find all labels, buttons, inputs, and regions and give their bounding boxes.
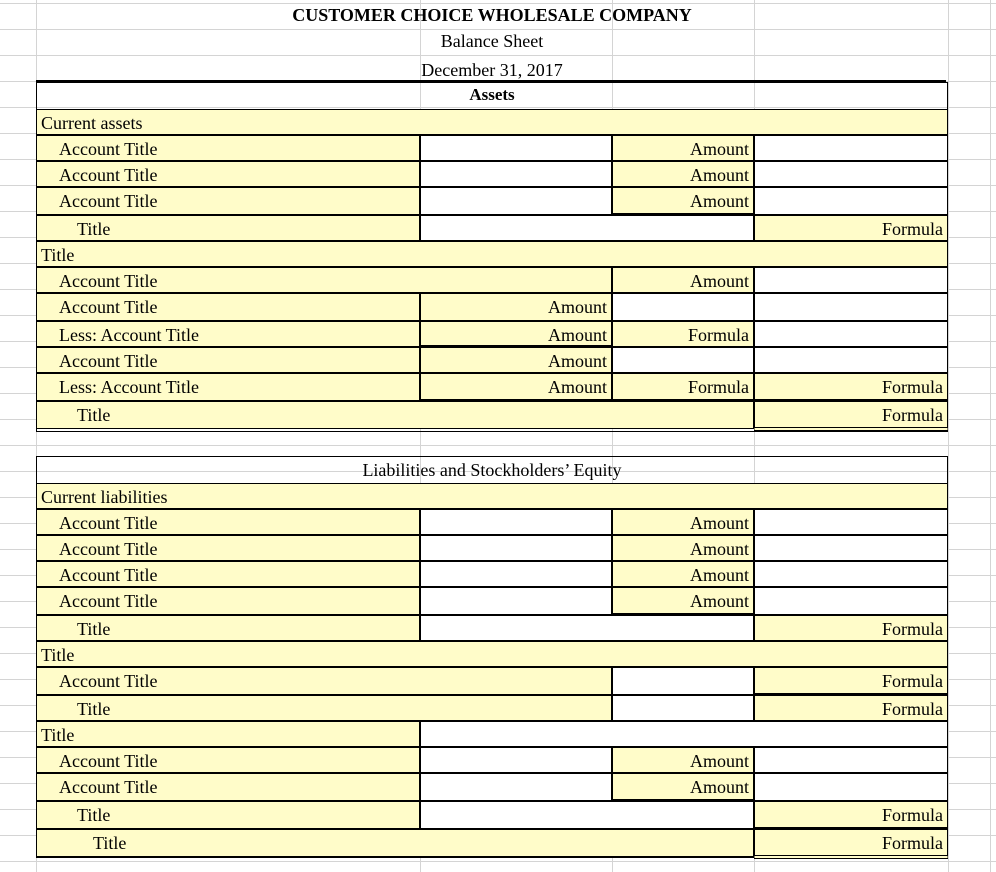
- grid-line-vertical: [948, 0, 949, 872]
- ca-col3-2[interactable]: [754, 161, 948, 187]
- asset-row-2-col2[interactable]: Formula: [612, 321, 754, 347]
- ca-total-value[interactable]: Formula: [754, 215, 948, 241]
- cl-col3-2[interactable]: [754, 535, 948, 561]
- total-assets-label[interactable]: Title: [36, 401, 754, 429]
- cl-col3-3[interactable]: [754, 561, 948, 587]
- asset-row-1-col1[interactable]: Amount: [420, 293, 612, 321]
- equity-col3-1[interactable]: [754, 747, 948, 773]
- asset-row-2-label[interactable]: Less: Account Title: [36, 321, 420, 347]
- ca-amount-2[interactable]: Amount: [612, 161, 754, 187]
- lt-item-value[interactable]: Formula: [754, 667, 948, 695]
- asset-row-2-col1[interactable]: Amount: [420, 321, 612, 347]
- asset-row-4-label[interactable]: Less: Account Title: [36, 373, 420, 401]
- cl-amount-1[interactable]: Amount: [612, 509, 754, 535]
- cl-col3-4[interactable]: [754, 587, 948, 615]
- ca-col1-2[interactable]: [420, 161, 612, 187]
- cl-col1-2[interactable]: [420, 535, 612, 561]
- equity-col3-2[interactable]: [754, 773, 948, 801]
- grid-line-horizontal: [0, 445, 996, 446]
- equity-col1-1[interactable]: [420, 747, 612, 773]
- total-liabilities-col2[interactable]: [612, 695, 754, 721]
- current-liabilities-label: Current liabilities: [36, 483, 948, 509]
- cl-account-title-2[interactable]: Account Title: [36, 535, 420, 561]
- ca-col1-3[interactable]: [420, 187, 612, 215]
- grid-line-horizontal: [0, 55, 996, 56]
- cl-total-blank[interactable]: [420, 615, 754, 641]
- asset-row-1-col3[interactable]: [754, 293, 948, 321]
- equity-amount-2[interactable]: Amount: [612, 773, 754, 801]
- grand-total-value[interactable]: Formula: [754, 829, 948, 859]
- asset-row-3-col1[interactable]: Amount: [420, 347, 612, 373]
- lt-col2[interactable]: [612, 667, 754, 695]
- assets-heading: Assets: [469, 85, 515, 104]
- equity-total-label[interactable]: Title: [36, 801, 420, 829]
- cl-amount-3[interactable]: Amount: [612, 561, 754, 587]
- asset-row-2-col3[interactable]: [754, 321, 948, 347]
- cl-col3-1[interactable]: [754, 509, 948, 535]
- cl-col1-4[interactable]: [420, 587, 612, 615]
- cl-col1-1[interactable]: [420, 509, 612, 535]
- land-amount[interactable]: Amount: [612, 267, 754, 293]
- ca-account-title-2[interactable]: Account Title: [36, 161, 420, 187]
- asset-row-3-label[interactable]: Account Title: [36, 347, 420, 373]
- equity-blank[interactable]: [420, 721, 948, 747]
- statement-date: December 31, 2017: [421, 60, 563, 80]
- cl-amount-4[interactable]: Amount: [612, 587, 754, 615]
- asset-row-4-col1[interactable]: Amount: [420, 373, 612, 401]
- ca-col1-1[interactable]: [420, 135, 612, 161]
- cl-account-title-3[interactable]: Account Title: [36, 561, 420, 587]
- ca-amount-3[interactable]: Amount: [612, 187, 754, 215]
- statement-title: Balance Sheet: [440, 31, 544, 51]
- equity-col1-2[interactable]: [420, 773, 612, 801]
- cl-account-title-4[interactable]: Account Title: [36, 587, 420, 615]
- cl-total-value[interactable]: Formula: [754, 615, 948, 641]
- total-liabilities-label[interactable]: Title: [36, 695, 612, 721]
- ca-account-title-3[interactable]: Account Title: [36, 187, 420, 215]
- ca-total-blank[interactable]: [420, 215, 754, 241]
- equity-amount-1[interactable]: Amount: [612, 747, 754, 773]
- lt-account-title[interactable]: Account Title: [36, 667, 612, 695]
- ppe-label[interactable]: Title: [36, 241, 948, 267]
- grid-line-vertical: [990, 0, 991, 872]
- current-assets-label: Current assets: [36, 109, 948, 135]
- asset-row-1-label[interactable]: Account Title: [36, 293, 420, 321]
- asset-row-4-col3[interactable]: Formula: [754, 373, 948, 401]
- equity-total-value[interactable]: Formula: [754, 801, 948, 829]
- ca-account-title-1[interactable]: Account Title: [36, 135, 420, 161]
- cl-col1-3[interactable]: [420, 561, 612, 587]
- ca-amount-1[interactable]: Amount: [612, 135, 754, 161]
- grand-total-label[interactable]: Title: [36, 829, 754, 857]
- equity-account-title-2[interactable]: Account Title: [36, 773, 420, 801]
- land-col3[interactable]: [754, 267, 948, 293]
- asset-row-3-col2[interactable]: [612, 347, 754, 373]
- equity-account-title-1[interactable]: Account Title: [36, 747, 420, 773]
- asset-row-1-col2[interactable]: [612, 293, 754, 321]
- asset-row-3-col3[interactable]: [754, 347, 948, 373]
- company-name: CUSTOMER CHOICE WHOLESALE COMPANY: [292, 5, 692, 25]
- equity-total-blank[interactable]: [420, 801, 754, 829]
- total-liabilities-value[interactable]: Formula: [754, 695, 948, 721]
- cl-account-title-1[interactable]: Account Title: [36, 509, 420, 535]
- total-assets-value[interactable]: Formula: [754, 401, 948, 431]
- ca-total-label[interactable]: Title: [36, 215, 420, 241]
- lt-liabilities-label[interactable]: Title: [36, 641, 948, 667]
- equity-label[interactable]: Title: [36, 721, 420, 747]
- ca-col3-1[interactable]: [754, 135, 948, 161]
- cl-amount-2[interactable]: Amount: [612, 535, 754, 561]
- liabilities-heading: Liabilities and Stockholders’ Equity: [362, 460, 622, 480]
- grid-line-horizontal: [0, 861, 996, 862]
- land-label[interactable]: Account Title: [36, 267, 612, 293]
- cl-total-label[interactable]: Title: [36, 615, 420, 641]
- ca-col3-3[interactable]: [754, 187, 948, 215]
- asset-row-4-col2[interactable]: Formula: [612, 373, 754, 401]
